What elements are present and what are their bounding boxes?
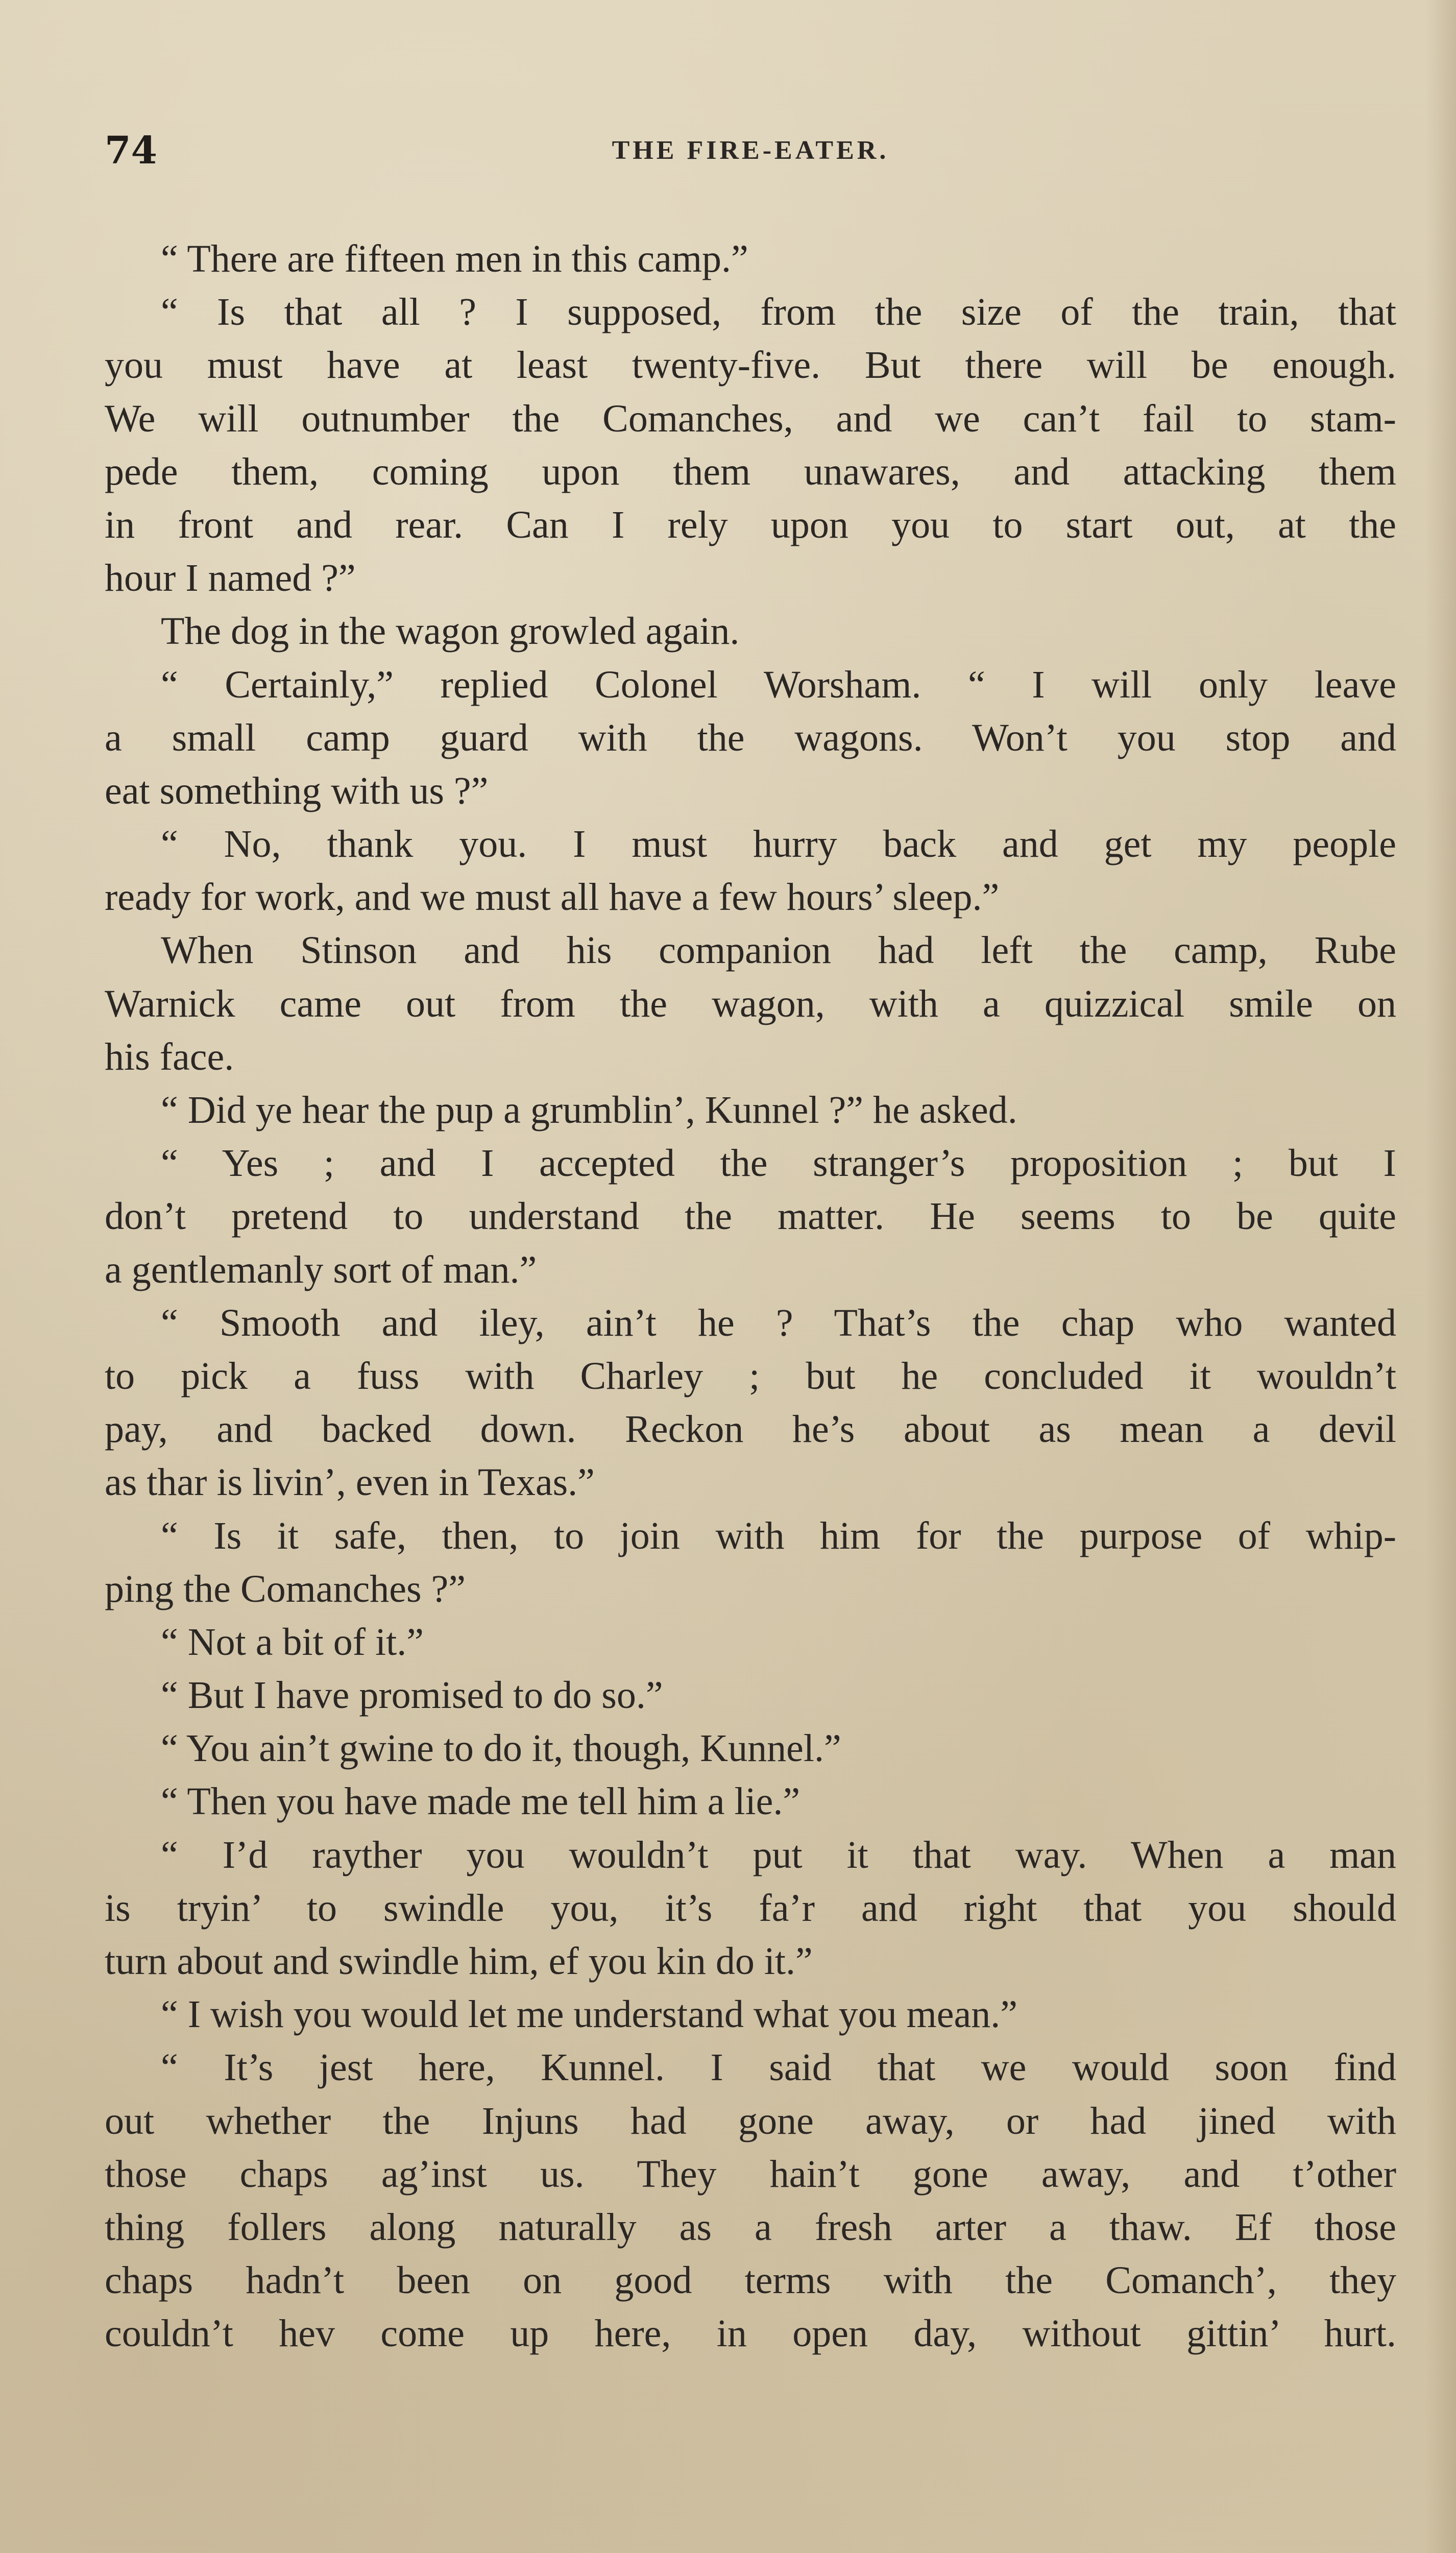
text-line: “ No, thank you. I must hurry back and get my people (161, 823, 1396, 866)
text-line: turn about and swindle him, ef you kin do it.” (105, 1940, 813, 1983)
text-line: those chaps ag’inst us. They hain’t gone away, and t’other (105, 2152, 1396, 2196)
page-edge-shadow (1425, 0, 1456, 2553)
text-line: a small camp guard with the wagons. Won’t you stop and (105, 716, 1396, 759)
text-line: chaps hadn’t been on good terms with the Comanch’, they (105, 2259, 1396, 2302)
page-header (105, 128, 1396, 184)
text-line: “ Then you have made me tell him a lie.” (161, 1780, 800, 1823)
text-line: thing follers along naturally as a fresh arter a thaw. Ef those (105, 2205, 1396, 2249)
page-number: 74 (105, 129, 157, 173)
text-line: pay, and backed down. Reckon he’s about as mean a devil (105, 1408, 1396, 1451)
text-line: to pick a fuss with Charley ; but he concluded it wouldn’t (105, 1354, 1396, 1398)
text-line: his face. (105, 1035, 234, 1078)
text-line: is tryin’ to swindle you, it’s fa’r and right that you should (105, 1886, 1396, 1930)
text-line: ping the Comanches ?” (105, 1567, 466, 1610)
text-line: out whether the Injuns had gone away, or had jined with (105, 2099, 1396, 2142)
text-line: “ Smooth and iley, ain’t he ? That’s the chap who wanted (161, 1301, 1396, 1344)
text-line: “ I wish you would let me understand what you mean.” (161, 1993, 1017, 2036)
text-line: “ Did ye hear the pup a grumblin’, Kunnel ?” he asked. (161, 1089, 1017, 1131)
text-line: “ You ain’t gwine to do it, though, Kunnel.” (161, 1727, 841, 1770)
text-line: pede them, coming upon them unawares, and attacking them (105, 450, 1396, 493)
text-line: eat something with us ?” (105, 769, 489, 812)
text-line: “ Is that all ? I supposed, from the size of the train, that (161, 291, 1396, 334)
text-line: “ But I have promised to do so.” (161, 1674, 663, 1717)
text-line: “ It’s jest here, Kunnel. I said that we would soon find (161, 2046, 1396, 2089)
text-line: Warnick came out from the wagon, with a quizzical smile on (105, 982, 1396, 1025)
text-line: “ Certainly,” replied Colonel Worsham. “ I will only leave (161, 663, 1396, 706)
text-line: a gentlemanly sort of man.” (105, 1248, 537, 1291)
body-text (105, 232, 1396, 2361)
text-line: “ There are fifteen men in this camp.” (161, 237, 748, 280)
text-line: ready for work, and we must all have a few hours’ sleep.” (105, 876, 1000, 919)
text-line: couldn’t hev come up here, in open day, without gittin’ hurt. (105, 2312, 1396, 2355)
text-line: When Stinson and his companion had left the camp, Rube (161, 929, 1396, 972)
text-line: in front and rear. Can I rely upon you to start out, at the (105, 503, 1396, 546)
text-line: We will outnumber the Comanches, and we can’t fail to stam- (105, 397, 1396, 440)
running-head: THE FIRE-EATER. (612, 136, 889, 165)
text-line: “ Yes ; and I accepted the stranger’s proposition ; but I (161, 1142, 1396, 1185)
text-line: you must have at least twenty-five. But there will be enough. (105, 344, 1396, 387)
text-line: “ Not a bit of it.” (161, 1620, 424, 1664)
text-line: hour I named ?” (105, 557, 356, 600)
text-line: The dog in the wagon growled again. (161, 610, 740, 653)
text-line: don’t pretend to understand the matter. He seems to be quite (105, 1195, 1396, 1238)
text-line: as thar is livin’, even in Texas.” (105, 1461, 595, 1504)
text-line: “ Is it safe, then, to join with him for the purpose of whip- (161, 1514, 1396, 1557)
text-line: “ I’d rayther you wouldn’t put it that way. When a man (161, 1833, 1396, 1876)
